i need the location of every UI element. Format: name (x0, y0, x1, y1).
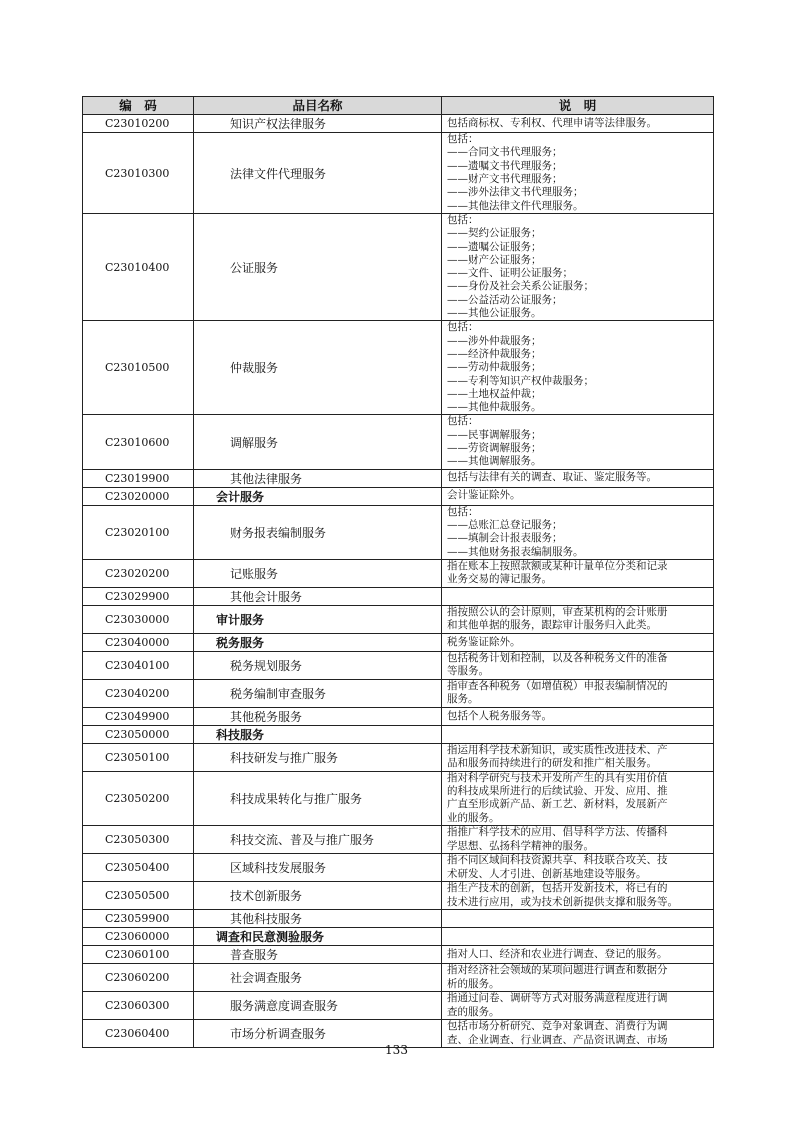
item-name-cell (194, 679, 442, 707)
item-description (442, 707, 714, 725)
item-name-cell (194, 115, 442, 133)
item-name-cell (194, 469, 442, 487)
description-line: 包括： (447, 321, 479, 334)
item-name-cell (194, 882, 442, 910)
item-code: C23030000 (83, 605, 194, 633)
description-line: ——涉外仲裁服务； (447, 334, 542, 347)
item-description (442, 679, 714, 707)
item-name: 调查和民意测验服务 (216, 930, 325, 945)
table-row (83, 946, 714, 964)
description-line: 服务。 (447, 693, 479, 706)
header-desc: 说 明 (442, 97, 714, 115)
description-line: 查的服务。 (447, 1005, 500, 1018)
description-line: 指通过问卷、调研等方式对服务满意程度进行调 (447, 992, 668, 1005)
table-row (83, 133, 714, 214)
item-name-cell (194, 587, 442, 605)
description-line: ——财产公证服务； (447, 253, 542, 266)
table-row (83, 487, 714, 505)
item-description (442, 725, 714, 743)
description-line: 包括与法律有关的调查、取证、鉴定服务等。 (447, 471, 657, 484)
table-body (83, 115, 714, 1048)
description-line: ——合同文书代理服务； (447, 146, 563, 159)
description-line: ——其他法律文件代理服务。 (447, 199, 584, 212)
item-name-cell (194, 928, 442, 946)
header-name: 品目名称 (194, 97, 442, 115)
description-line: 广直至形成新产品、新工艺、新材料，发展新产 (447, 798, 668, 811)
description-line: ——公益活动公证服务； (447, 293, 563, 306)
item-name: 公证服务 (230, 260, 279, 275)
table-row (83, 826, 714, 854)
description-line: 和其他单据的服务，跟踪审计服务归入此类。 (447, 619, 657, 632)
item-description (442, 115, 714, 133)
description-line: 指在账本上按照款额或某种计量单位分类和记录 (447, 560, 668, 573)
item-description (442, 469, 714, 487)
item-name-cell (194, 826, 442, 854)
item-code: C23060200 (83, 964, 194, 992)
item-name: 审计服务 (216, 612, 265, 627)
item-description (442, 633, 714, 651)
item-description (442, 928, 714, 946)
table-row (83, 505, 714, 559)
item-code: C23050200 (83, 771, 194, 825)
description-line: ——经济仲裁服务； (447, 347, 542, 360)
item-description (442, 587, 714, 605)
item-code: C23040000 (83, 633, 194, 651)
item-name-cell (194, 651, 442, 679)
item-name-cell (194, 964, 442, 992)
item-name-cell (194, 910, 442, 928)
item-description (442, 854, 714, 882)
item-description (442, 605, 714, 633)
item-description (442, 415, 714, 469)
item-name-cell (194, 505, 442, 559)
item-description (442, 910, 714, 928)
description-line: 等服务。 (447, 665, 489, 678)
item-name: 税务服务 (216, 635, 265, 650)
description-line: ——民事调解服务； (447, 428, 542, 441)
item-name-cell (194, 854, 442, 882)
description-line: ——总账汇总登记服务； (447, 518, 563, 531)
description-line: 包括： (447, 505, 479, 518)
item-name: 科技服务 (216, 727, 265, 742)
item-code: C23049900 (83, 707, 194, 725)
catalog-table (82, 96, 714, 1048)
item-name: 区域科技发展服务 (230, 861, 327, 876)
table-row (83, 707, 714, 725)
item-code: C23060000 (83, 928, 194, 946)
description-line: 查、企业调查、行业调查、产品资讯调查、市场 (447, 1033, 668, 1046)
table-row (83, 882, 714, 910)
item-name: 市场分析调查服务 (230, 1027, 327, 1042)
description-line: 包括： (447, 415, 479, 428)
table-row (83, 910, 714, 928)
item-code: C23050000 (83, 725, 194, 743)
description-line: 品和服务而持续进行的研发和推广相关服务。 (447, 757, 657, 770)
item-name: 记账服务 (230, 566, 279, 581)
table-row (83, 651, 714, 679)
description-line: 包括个人税务服务等。 (447, 709, 552, 722)
table-header-row (83, 97, 714, 115)
item-name-cell (194, 743, 442, 771)
item-name: 其他科技服务 (230, 912, 303, 927)
item-name: 税务规划服务 (230, 658, 303, 673)
table-row (83, 115, 714, 133)
description-line: ——劳资调解服务； (447, 442, 542, 455)
item-description (442, 487, 714, 505)
item-name: 会计服务 (216, 489, 265, 504)
item-code: C23059900 (83, 910, 194, 928)
item-description (442, 214, 714, 321)
description-line: 包括税务计划和控制，以及各种税务文件的准备 (447, 652, 668, 665)
item-name-cell (194, 415, 442, 469)
description-line: 指对人口、经济和农业进行调查、登记的服务。 (447, 947, 668, 960)
item-name-cell (194, 633, 442, 651)
item-description (442, 133, 714, 214)
item-code: C23020100 (83, 505, 194, 559)
item-name-cell (194, 487, 442, 505)
description-line: 包括商标权、专利权、代理申请等法律服务。 (447, 116, 657, 129)
description-line: 税务鉴证除外。 (447, 635, 521, 648)
item-name: 其他法律服务 (230, 471, 303, 486)
table-row (83, 964, 714, 992)
item-name-cell (194, 321, 442, 415)
description-line: ——其他公证服务。 (447, 307, 542, 320)
table-row (83, 743, 714, 771)
item-code: C23010500 (83, 321, 194, 415)
item-code: C23020200 (83, 559, 194, 587)
item-name-cell (194, 559, 442, 587)
item-name-cell (194, 133, 442, 214)
item-description (442, 964, 714, 992)
item-description (442, 321, 714, 415)
description-line: 析的服务。 (447, 977, 500, 990)
item-code: C23010300 (83, 133, 194, 214)
description-line: 的科技成果所进行的后续试验、开发、应用、推 (447, 785, 668, 798)
table-row (83, 321, 714, 415)
description-line: ——财产文书代理服务； (447, 173, 563, 185)
description-line: 包括： (447, 214, 479, 226)
description-line: 包括： (447, 133, 479, 146)
description-line: ——其他仲裁服务。 (447, 401, 542, 414)
item-description (442, 882, 714, 910)
description-line: 业的服务。 (447, 811, 500, 824)
item-code: C23019900 (83, 469, 194, 487)
item-name: 服务满意度调查服务 (230, 999, 339, 1014)
table-row (83, 633, 714, 651)
description-line: ——填制会计报表服务； (447, 532, 563, 545)
item-name: 普查服务 (230, 948, 279, 963)
description-line: 业务交易的簿记服务。 (447, 573, 552, 586)
description-line: ——契约公证服务； (447, 227, 542, 240)
item-name-cell (194, 605, 442, 633)
table-row (83, 854, 714, 882)
item-description (442, 559, 714, 587)
item-description (442, 651, 714, 679)
item-name-cell (194, 992, 442, 1020)
item-code: C23050300 (83, 826, 194, 854)
item-name: 知识产权法律服务 (230, 117, 327, 131)
item-name: 法律文件代理服务 (230, 166, 327, 181)
table-row (83, 771, 714, 825)
description-line: ——遗嘱公证服务； (447, 240, 542, 253)
description-line: ——土地权益仲裁； (447, 387, 542, 400)
table-row (83, 214, 714, 321)
item-name: 科技成果转化与推广服务 (230, 791, 363, 806)
item-description (442, 505, 714, 559)
item-name: 社会调查服务 (230, 971, 303, 986)
description-line: ——身份及社会关系公证服务； (447, 280, 594, 293)
item-name: 技术创新服务 (230, 889, 303, 904)
item-code: C23060400 (83, 1020, 194, 1048)
item-description (442, 946, 714, 964)
description-line: 指生产技术的创新，包括开发新技术，将已有的 (447, 882, 668, 895)
item-description (442, 771, 714, 825)
item-description (442, 743, 714, 771)
description-line: 指对科学研究与技术开发所产生的具有实用价值 (447, 771, 668, 784)
item-code: C23050100 (83, 743, 194, 771)
item-code: C23010200 (83, 115, 194, 133)
table-row (83, 992, 714, 1020)
item-code: C23050400 (83, 854, 194, 882)
description-line: ——专利等知识产权仲裁服务； (447, 374, 594, 387)
item-name-cell (194, 771, 442, 825)
description-line: 指对经济社会领域的某项问题进行调查和数据分 (447, 964, 668, 977)
table-row (83, 725, 714, 743)
description-line: 指按照公认的会计原则，审查某机构的会计账册 (447, 606, 668, 619)
description-line: 指运用科学技术新知识，或实质性改进技术、产 (447, 744, 668, 757)
description-line: 技术进行应用，或为技术创新提供支撑和服务等。 (447, 895, 678, 908)
item-code: C23040100 (83, 651, 194, 679)
item-code: C23050500 (83, 882, 194, 910)
description-line: 学思想、弘扬科学精神的服务。 (447, 839, 594, 852)
description-line: ——文件、证明公证服务； (447, 267, 573, 280)
item-code: C23029900 (83, 587, 194, 605)
item-code: C23010400 (83, 214, 194, 321)
table-row (83, 559, 714, 587)
table-row (83, 605, 714, 633)
description-line: ——涉外法律文书代理服务； (447, 186, 584, 199)
table-row (83, 469, 714, 487)
table-row (83, 415, 714, 469)
item-name-cell (194, 707, 442, 725)
item-code: C23020000 (83, 487, 194, 505)
item-description (442, 826, 714, 854)
description-line: 指推广科学技术的应用、倡导科学方法、传播科 (447, 826, 668, 839)
item-name: 其他会计服务 (230, 589, 303, 604)
description-line: 会计鉴证除外。 (447, 489, 521, 502)
item-name: 仲裁服务 (230, 361, 279, 376)
item-name-cell (194, 725, 442, 743)
description-line: ——遗嘱文书代理服务； (447, 159, 563, 172)
description-line: 指审查各种税务（如增值税）申报表编制情况的 (447, 680, 668, 693)
description-line: ——劳动仲裁服务； (447, 361, 542, 374)
description-line: ——其他财务报表编制服务。 (447, 545, 584, 558)
item-name: 其他税务服务 (230, 709, 303, 724)
item-name: 科技研发与推广服务 (230, 750, 339, 765)
item-code: C23060300 (83, 992, 194, 1020)
description-line: 术研发、人才引进、创新基地建设等服务。 (447, 867, 647, 880)
item-name: 税务编制审查服务 (230, 686, 327, 701)
description-line: ——其他调解服务。 (447, 455, 542, 468)
item-name: 财务报表编制服务 (230, 525, 327, 540)
table-row (83, 679, 714, 707)
item-description (442, 992, 714, 1020)
item-name-cell (194, 946, 442, 964)
table-row (83, 928, 714, 946)
item-name: 科技交流、普及与推广服务 (230, 833, 375, 848)
header-code: 编 码 (83, 97, 194, 115)
item-name-cell (194, 214, 442, 321)
item-name: 调解服务 (230, 435, 279, 450)
table-row (83, 587, 714, 605)
item-code: C23040200 (83, 679, 194, 707)
item-code: C23060100 (83, 946, 194, 964)
description-line: 指不同区域间科技资源共享、科技联合攻关、技 (447, 854, 668, 867)
page-number: 133 (385, 1043, 408, 1057)
description-line: 包括市场分析研究、竞争对象调查、消费行为调 (447, 1020, 668, 1033)
item-code: C23010600 (83, 415, 194, 469)
